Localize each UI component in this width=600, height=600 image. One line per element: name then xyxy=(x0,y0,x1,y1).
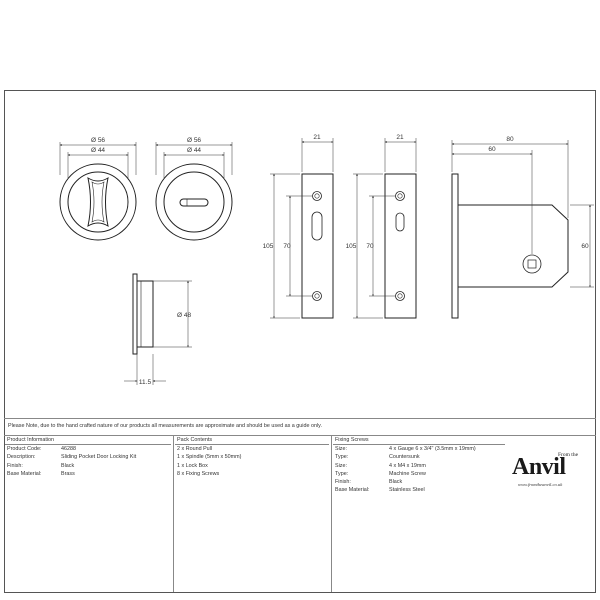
pack-contents-table xyxy=(175,436,329,478)
dim-pull-side-depth: 11.5 xyxy=(138,379,152,386)
round-pull-turn-view xyxy=(156,164,232,240)
dim-body-length: 80 xyxy=(506,136,514,143)
brand-logo xyxy=(510,452,590,492)
lock-plate-a xyxy=(302,174,333,318)
note-divider xyxy=(4,418,596,419)
dim-pull-back-inner: Ø 44 xyxy=(186,147,202,154)
dim-plate-b-height: 105 xyxy=(345,243,357,250)
table-row: Description: Sliding Pocket Door Locking Kit xyxy=(7,454,137,461)
disclaimer-note: Please Note, due to the hand crafted nature of our products all measurements are approximate and should be used as a guide only. xyxy=(8,423,322,429)
pull-side-dims xyxy=(124,281,192,385)
dim-plate-b-centres: 70 xyxy=(366,243,374,250)
dim-plate-b-width: 21 xyxy=(396,134,404,141)
table-row: Type: Machine Screw xyxy=(335,470,426,477)
dim-pull-back-outer: Ø 56 xyxy=(186,137,202,144)
list-item: 2 x Round Pull xyxy=(177,446,213,453)
fixing-screws-header: Fixing Screws xyxy=(333,436,505,445)
list-item: 1 x Lock Box xyxy=(177,462,208,469)
list-item: 8 x Fixing Screws xyxy=(177,470,220,477)
table-row: Product Code: 46288 xyxy=(7,446,76,453)
dim-pull-front-outer: Ø 56 xyxy=(90,137,106,144)
lock-plate-b xyxy=(385,174,416,318)
table-row: Base Material: Stainless Steel xyxy=(335,487,425,494)
product-info-table xyxy=(5,436,171,478)
table-row: Finish: Black xyxy=(335,479,403,486)
dim-plate-a-centres: 70 xyxy=(283,243,291,250)
dim-pull-side-dia: Ø 48 xyxy=(177,312,192,319)
dim-body-height: 60 xyxy=(581,243,589,250)
dim-plate-a-width: 21 xyxy=(313,134,321,141)
dim-body-backset: 60 xyxy=(488,146,496,153)
pack-contents-header: Pack Contents xyxy=(175,436,329,445)
logo-url-text: www.fromtheanvil.co.uk xyxy=(518,482,563,487)
table-row: Type: Countersunk xyxy=(335,454,420,461)
round-pull-front-view xyxy=(60,164,136,240)
lock-body-side-view xyxy=(452,174,568,318)
table-row: Size: 4 x M4 x 19mm xyxy=(335,462,426,469)
table-row: Finish: Black xyxy=(7,462,75,469)
logo-from-text: From the xyxy=(558,452,579,458)
table-row: Size: 4 x Gauge 6 x 3/4" (3.5mm x 19mm) xyxy=(335,446,476,453)
fixing-screws-table xyxy=(333,436,505,494)
product-info-header: Product Information xyxy=(5,436,171,445)
dim-pull-front-inner: Ø 44 xyxy=(90,147,106,154)
list-item: 1 x Spindle (5mm x 50mm) xyxy=(177,454,242,461)
dim-plate-a-height: 105 xyxy=(262,243,274,250)
logo-name-text: Anvil xyxy=(512,454,566,480)
round-pull-side-view xyxy=(133,274,153,354)
column-divider xyxy=(173,436,174,592)
column-divider xyxy=(331,436,332,592)
table-row: Base Material: Brass xyxy=(7,470,75,477)
